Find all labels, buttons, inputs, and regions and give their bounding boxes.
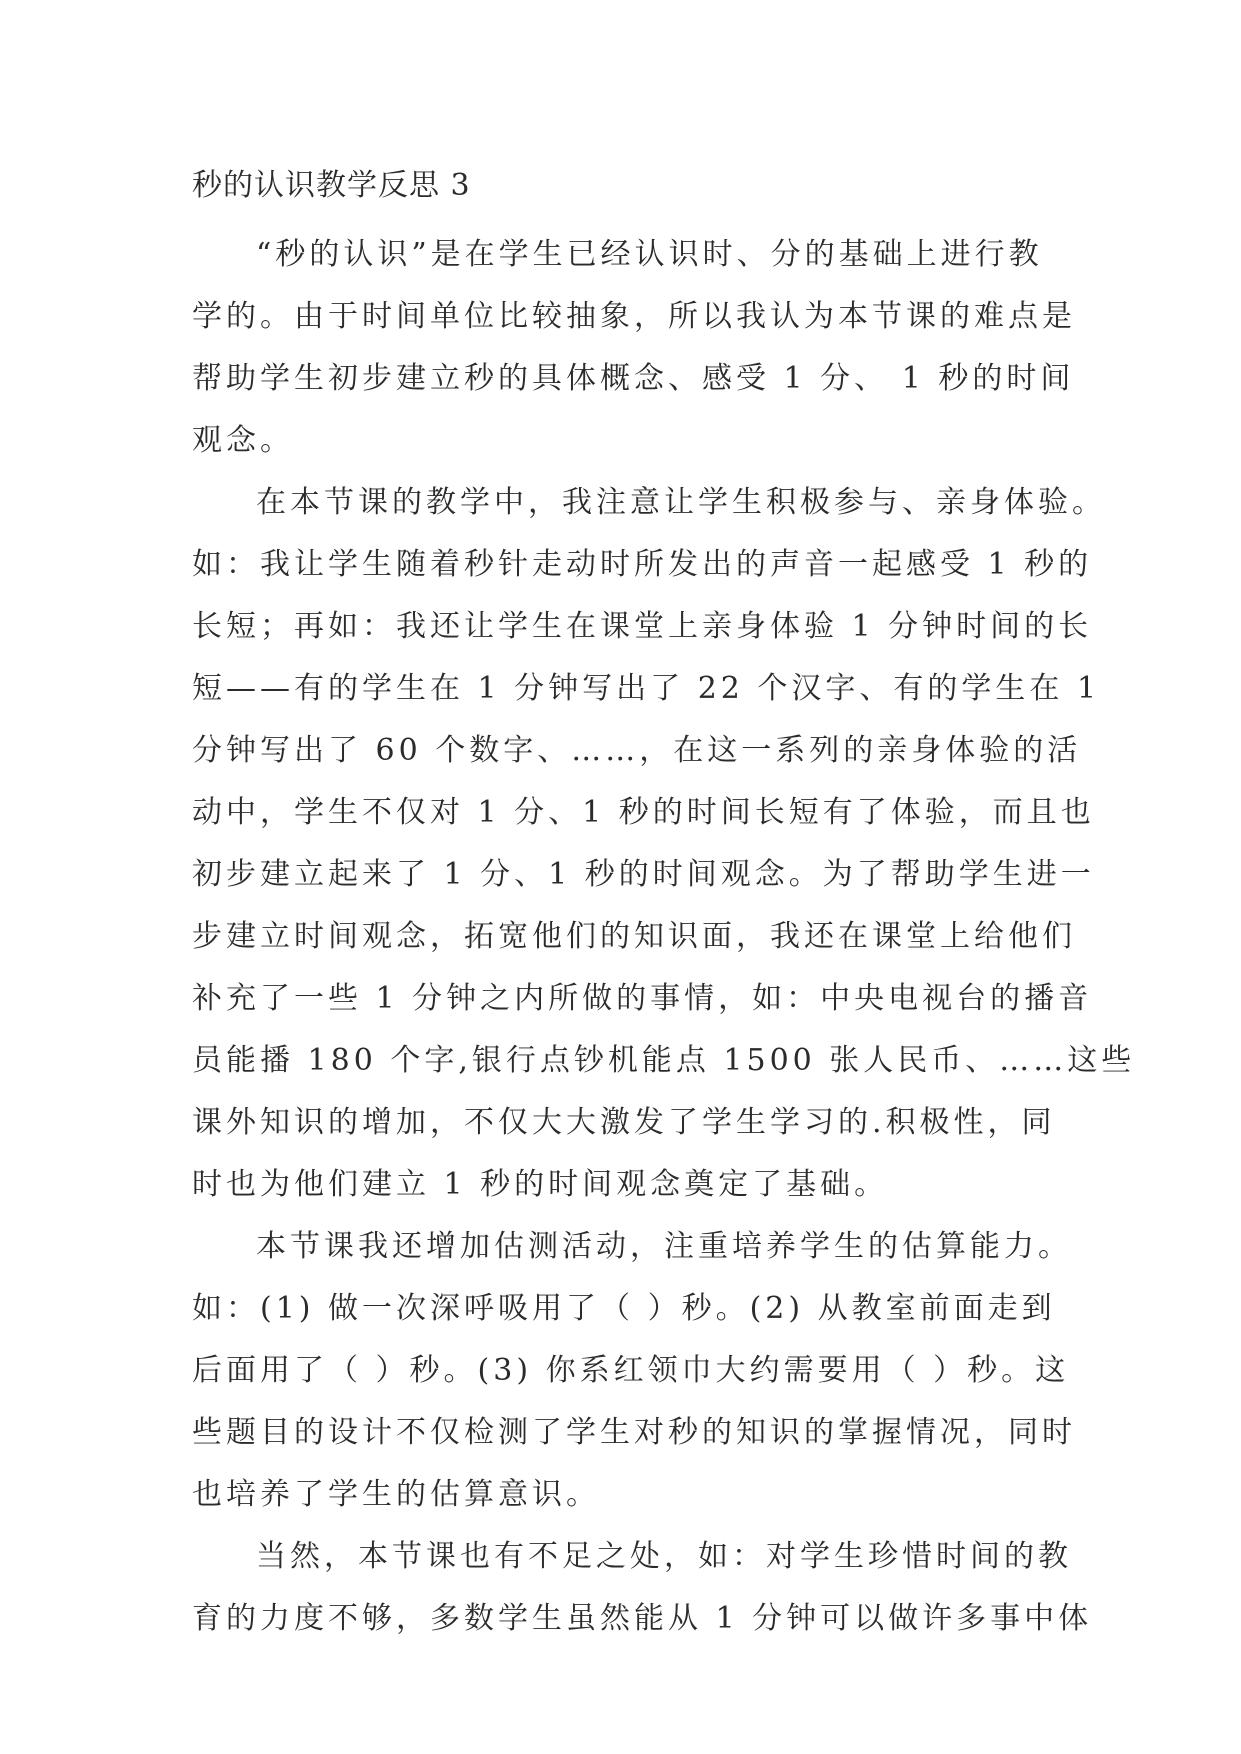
paragraph-line: 后面用了（ ）秒。(3) 你系红领巾大约需要用（ ）秒。这 [192, 1353, 1070, 1388]
paragraph-line: 育的力度不够，多数学生虽然能从 1 分钟可以做许多事中体 [192, 1601, 1093, 1636]
paragraph-line: 观念。 [192, 423, 294, 458]
document-body [192, 158, 1136, 1650]
document-title: 秒的认识教学反思 3 [192, 168, 471, 203]
paragraph-line: 时也为他们建立 1 秒的时间观念奠定了基础。 [192, 1167, 889, 1202]
paragraph-line: 课外知识的增加，不仅大大激发了学生学习的.积极性，同 [192, 1105, 1056, 1140]
spacer [192, 214, 1062, 224]
paragraph-line: 如：(1) 做一次深呼吸用了（ ）秒。(2) 从教室前面走到 [192, 1291, 1056, 1326]
paragraph-line: 也培养了学生的估算意识。 [192, 1477, 600, 1512]
paragraph-line: 学的。由于时间单位比较抽象，所以我认为本节课的难点是 [192, 299, 1076, 334]
paragraph-line: 员能播 180 个字,银行点钞机能点 1500 张人民币、……这些 [192, 1043, 1136, 1078]
paragraph-line: 当然，本节课也有不足之处，如：对学生珍惜时间的教 [256, 1539, 1072, 1574]
paragraph-line: 在本节课的教学中，我注意让学生积极参与、亲身体验。 [256, 485, 1106, 520]
paragraph-line: 补充了一些 1 分钟之内所做的事情，如：中央电视台的播音 [192, 981, 1093, 1016]
paragraph-line: 短——有的学生在 1 分钟写出了 22 个汉字、有的学生在 1 [192, 671, 1101, 706]
paragraph-line: 本节课我还增加估测活动，注重培养学生的估算能力。 [256, 1229, 1072, 1264]
paragraph-line: 动中，学生不仅对 1 分、1 秒的时间长短有了体验，而且也 [192, 795, 1095, 830]
paragraph-line: 初步建立起来了 1 分、1 秒的时间观念。为了帮助学生进一 [192, 857, 1095, 892]
paragraph-line: 些题目的设计不仅检测了学生对秒的知识的掌握情况，同时 [192, 1415, 1076, 1450]
paragraph-line: 如：我让学生随着秒针走动时所发出的声音一起感受 1 秒的 [192, 547, 1093, 582]
paragraph-line: “秒的认识”是在学生已经认识时、分的基础上进行教 [256, 237, 1043, 272]
paragraph-line: 帮助学生初步建立秒的具体概念、感受 1 分、 1 秒的时间 [192, 361, 1075, 396]
paragraph-line: 长短；再如：我还让学生在课堂上亲身体验 1 分钟时间的长 [192, 609, 1093, 644]
paragraph-4 [192, 1526, 1093, 1650]
paragraph-line: 分钟写出了 60 个数字、……，在这一系列的亲身体验的活 [192, 733, 1082, 768]
paragraph-1 [192, 224, 1076, 472]
paragraph-line: 步建立时间观念，拓宽他们的知识面，我还在课堂上给他们 [192, 919, 1076, 954]
paragraph-2 [192, 472, 1136, 1216]
paragraph-3 [192, 1216, 1076, 1526]
